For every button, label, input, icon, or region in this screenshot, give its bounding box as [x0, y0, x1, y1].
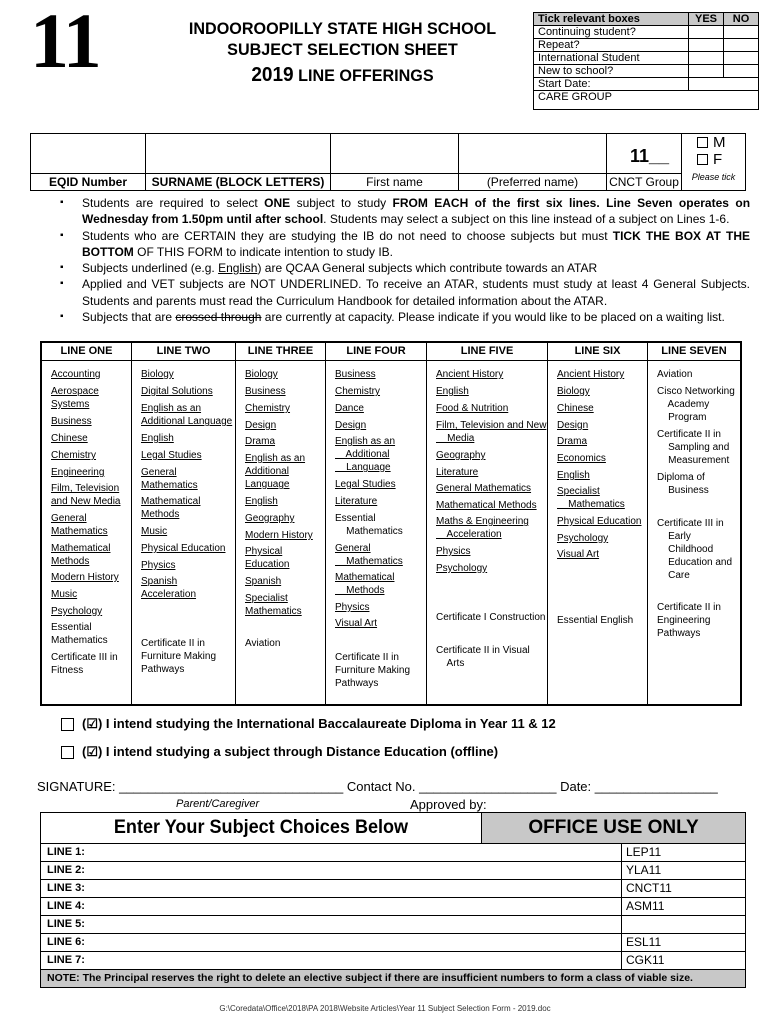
subject-option: Certificate II in Engineering Pathways [657, 602, 721, 639]
subject-option: Biology [141, 369, 174, 380]
subject-option: General Mathematics [51, 513, 108, 537]
subject-option: Design [335, 420, 367, 431]
subject-option: Psychology [557, 533, 609, 544]
choice-row[interactable] [41, 934, 745, 952]
subject-option: Aviation [657, 369, 693, 380]
subject-option: Spanish [245, 576, 282, 587]
care-group-field[interactable]: CARE GROUP [534, 91, 759, 110]
line-three-column: LINE THREE Biology Business Chemistry Design Drama English as an Additional Language English Geography Modern History Physical Education Spanish Specialist Mathematics Aviation [236, 343, 326, 704]
approved-by-label: Approved by: [410, 797, 487, 812]
subject-option: Physical Education [245, 546, 290, 570]
subject-option: Physics [436, 546, 471, 557]
choice-line-label: LINE 6: [47, 936, 85, 948]
subject-option: Chemistry [51, 450, 97, 461]
subject-option: Drama [557, 436, 588, 447]
subject-option: Music [51, 589, 78, 600]
subject-option: Psychology [51, 606, 103, 617]
subject-option: Accounting [51, 369, 101, 380]
choice-line-label: LINE 4: [47, 900, 85, 912]
instructions-list [60, 195, 750, 325]
office-code: YLA11 [621, 862, 745, 879]
subject-option: Music [141, 526, 168, 537]
choice-row[interactable] [41, 952, 745, 970]
line-two-column: LINE TWO Biology Digital Solutions English as an Additional Language English Legal Studies General Mathematics Mathematical Methods Music Physical Education Physics Spanish Acceleration Certificate II in Furniture Making Pathways [132, 343, 236, 704]
cnct-group-field[interactable]: 11__ CNCT Group [607, 134, 681, 190]
subject-option: Psychology [436, 563, 488, 574]
checkbox-icon[interactable] [697, 154, 708, 165]
instruction-item: ▪ Subjects that are crossed through are currently at capacity. Please indicate if you would like to be placed on a waiting list. [60, 309, 750, 325]
subject-option: Legal Studies [335, 479, 396, 490]
choice-line-label: LINE 1: [47, 846, 85, 858]
form-title: SUBJECT SELECTION SHEET [227, 40, 458, 59]
choice-row[interactable] [41, 898, 745, 916]
subject-option: Certificate II in Furniture Making Pathways [335, 652, 411, 689]
subject-option: English [557, 470, 590, 481]
subject-option: Cisco Networking Academy Program [657, 386, 735, 423]
subject-option: Economics [557, 453, 606, 464]
subject-option: Physics [335, 602, 370, 613]
office-code: ASM11 [621, 898, 745, 915]
subject-option: Mathematical Methods [51, 543, 111, 567]
subject-option: Essential Mathematics [51, 622, 108, 646]
subject-option: English [245, 496, 278, 507]
subject-option: Certificate III in Early Childhood Education and Care [657, 518, 733, 581]
principal-note: NOTE: The Principal reserves the right to delete an elective subject if there are insufficient numbers to form a class of viable size. [41, 970, 745, 987]
school-name: INDOOROOPILLY STATE HIGH SCHOOL SUBJECT SELECTION SHEET [174, 18, 511, 60]
subject-option: Film, Television and New Media [51, 483, 121, 507]
subject-option: Certificate II in Sampling and Measurement [657, 429, 730, 466]
subject-option: Drama [245, 436, 276, 447]
subject-option: Literature [436, 467, 479, 478]
subject-option: Digital Solutions [141, 386, 213, 397]
subject-option: Film, Television and New Media [436, 420, 547, 444]
repeat-yes[interactable] [689, 39, 724, 52]
subject-option: Visual Art [335, 618, 378, 629]
subject-option: Chemistry [335, 386, 381, 397]
male-option[interactable]: M [682, 134, 745, 151]
subject-option: Business [245, 386, 286, 397]
subject-option: Physical Education [557, 516, 642, 527]
subject-option: Physics [141, 560, 176, 571]
subject-choices-table [40, 812, 746, 988]
ib-checkbox[interactable] [61, 718, 74, 731]
instruction-item: ▪ Students are required to select ONE subject to study FROM EACH of the first six lines. Line Seven operates on Wednesday from 1.50pm until after school. Students may select a subject on this line instead of a subject on Lines 1-6. [60, 195, 750, 228]
line-one-column: LINE ONE Accounting Aerospace Systems Business Chinese Chemistry Engineering Film, Television and New Media General Mathematics Mathematical Methods Modern History Music Psychology Essential Mathematics Certificate III in Fitness [42, 343, 132, 704]
subject-option: Chinese [51, 433, 88, 444]
new-yes[interactable] [689, 65, 724, 78]
instruction-item: ▪ Subjects underlined (e.g. English) are QCAA General subjects which contribute towards an ATAR [60, 260, 750, 276]
office-use-title: OFFICE USE ONLY [481, 813, 745, 843]
continuing-no[interactable] [724, 26, 759, 39]
distance-ed-checkbox[interactable] [61, 746, 74, 759]
subject-option: Essential English [557, 615, 634, 626]
subject-option: Maths & Engineering Acceleration [436, 516, 529, 540]
subject-option: Food & Nutrition [436, 403, 509, 414]
gender-box: M F Please tick [682, 133, 746, 191]
tick-relevant-boxes-table: Tick relevant boxes YES NO Continuing student? Repeat? International Student New to school? Start Date: CARE GROUP [533, 12, 759, 110]
subject-option: Business [335, 369, 376, 380]
subject-option: Certificate II in Visual Arts [436, 645, 530, 669]
subject-option: Certificate III in Fitness [51, 652, 118, 676]
subject-option: Biology [557, 386, 590, 397]
subject-option: Aerospace Systems [51, 386, 99, 410]
subject-option: Chinese [557, 403, 594, 414]
choice-line-label: LINE 3: [47, 882, 85, 894]
subject-option: Specialist Mathematics [245, 593, 302, 617]
subject-option: Business [51, 416, 92, 427]
parent-caregiver-label: Parent/Caregiver [176, 798, 260, 810]
subject-option: Essential Mathematics [335, 513, 403, 537]
subject-option: Engineering [51, 467, 105, 478]
subject-option: Dance [335, 403, 364, 414]
choice-line-label: LINE 2: [47, 864, 85, 876]
signature-line[interactable]: SIGNATURE: _______________________________ Contact No. ___________________ Date: _________________ [37, 779, 718, 794]
office-code: LEP11 [621, 844, 745, 861]
subject-option: English as an Additional Language [245, 453, 306, 490]
subject-option: Certificate II in Furniture Making Pathways [141, 638, 217, 675]
preferred-name-field[interactable]: (Preferred name) [459, 134, 607, 190]
subject-option: Aviation [245, 638, 281, 649]
line-six-column: LINE SIX Ancient History Biology Chinese Design Drama Economics English Specialist Mathematics Physical Education Psychology Visual Art Essential English [548, 343, 648, 704]
subject-option: Geography [245, 513, 295, 524]
subject-option: Design [557, 420, 589, 431]
instruction-item: ▪ Applied and VET subjects are NOT UNDERLINED. To receive an ATAR, students must study at least 4 General Subjects. Students and parents must read the Curriculum Handbook for detailed information about the ATAR. [60, 276, 750, 309]
subject-option: Diploma of Business [657, 472, 709, 496]
subject-option: General Mathematics [335, 543, 403, 567]
distance-ed-intent-option[interactable]: (☑) I intend studying a subject through Distance Education (offline) [61, 744, 498, 760]
subject-option: Biology [245, 369, 278, 380]
office-code: ESL11 [621, 934, 745, 951]
subject-option: Spanish Acceleration [141, 576, 197, 600]
subject-option: Specialist Mathematics [557, 486, 625, 510]
choice-row[interactable] [41, 844, 745, 862]
subject-option: Literature [335, 496, 378, 507]
line-offerings-table [40, 341, 742, 706]
subject-option: Legal Studies [141, 450, 202, 461]
checkbox-icon[interactable] [697, 137, 708, 148]
instruction-item: ▪ Students who are CERTAIN they are studying the IB do not need to choose subjects but must TICK THE BOX AT THE BOTTOM OF THIS FORM to indicate intention to study IB. [60, 228, 750, 261]
subject-option: General Mathematics [141, 467, 198, 491]
subject-option: English [141, 433, 174, 444]
eqid-field[interactable]: EQID Number [31, 134, 146, 190]
subject-option: Design [245, 420, 277, 431]
line-four-column: LINE FOUR Business Chemistry Dance Design English as an Additional Language Legal Studies Literature Essential Mathematics General Mathematics Mathematical Methods Physics Visual Art Certificate II in Furniture Making Pathways [326, 343, 427, 704]
start-date-field[interactable] [689, 78, 759, 91]
subject-option: Chemistry [245, 403, 291, 414]
international-no[interactable] [724, 52, 759, 65]
subject-option: Certificate I Construction [436, 612, 546, 623]
year-level-number: 11 [30, 0, 100, 84]
subject-option: English as an Additional Language [141, 403, 233, 427]
subject-option: English [436, 386, 469, 397]
choice-line-label: LINE 7: [47, 954, 85, 966]
subject-option: Geography [436, 450, 486, 461]
subject-option: Modern History [51, 572, 119, 583]
subject-option: English as an Additional Language [335, 436, 396, 473]
new-no[interactable] [724, 65, 759, 78]
first-name-field[interactable]: First name [331, 134, 459, 190]
line-five-column: LINE FIVE Ancient History English Food & Nutrition Film, Television and New Media Geography Literature General Mathematics Mathematical Methods Maths & Engineering Acceleration Physics Psychology Certificate I Construction Certificate II in Visual Arts [427, 343, 548, 704]
student-details-grid [30, 133, 682, 191]
international-yes[interactable] [689, 52, 724, 65]
choice-row[interactable] [41, 862, 745, 880]
subject-option: Ancient History [436, 369, 504, 380]
repeat-no[interactable] [724, 39, 759, 52]
female-option[interactable]: F [682, 151, 745, 168]
choices-title: Enter Your Subject Choices Below [113, 817, 409, 838]
subject-option: Mathematical Methods [141, 496, 201, 520]
choice-line-label: LINE 5: [47, 918, 85, 930]
subject-option: General Mathematics [436, 483, 532, 494]
file-path-footer: G:\Coredata\Office\2018\PA 2018\Website Articles\Year 11 Subject Selection Form - 2019.doc [219, 1004, 551, 1013]
subject-option: Modern History [245, 530, 313, 541]
subject-option: Ancient History [557, 369, 625, 380]
choice-row[interactable] [41, 916, 745, 934]
office-code: CGK11 [621, 952, 745, 969]
subject-option: Mathematical Methods [335, 572, 395, 596]
subject-option: Mathematical Methods [436, 500, 537, 511]
surname-field[interactable]: SURNAME (BLOCK LETTERS) [146, 134, 331, 190]
continuing-yes[interactable] [689, 26, 724, 39]
office-code: CNCT11 [621, 880, 745, 897]
line-seven-column: LINE SEVEN Aviation Cisco Networking Academy Program Certificate II in Sampling and Measurement Diploma of Business Certificate III in Early Childhood Education and Care Certificate II in Engineering Pathways [648, 343, 740, 704]
choice-row[interactable] [41, 880, 745, 898]
office-code [621, 916, 745, 933]
subject-option: Physical Education [141, 543, 226, 554]
ib-intent-option[interactable]: (☑) I intend studying the International Baccalaureate Diploma in Year 11 & 12 [61, 716, 556, 732]
offerings-title: 2019 LINE OFFERINGS [251, 64, 434, 86]
subject-option: Visual Art [557, 549, 600, 560]
